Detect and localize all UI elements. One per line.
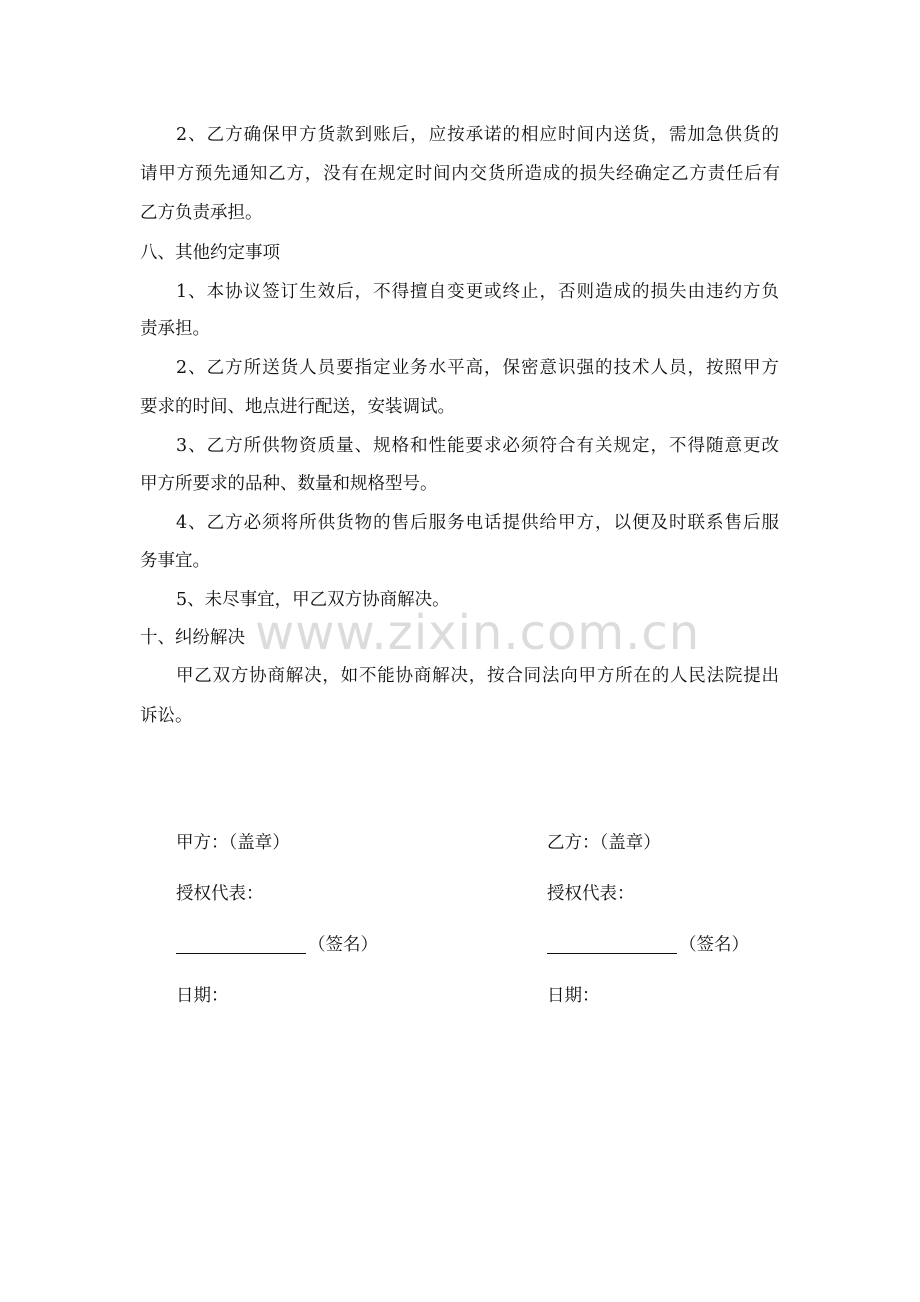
clause-10-line-2: 诉讼。 [140,706,193,726]
clause-8-1-line-1: 1、本协议签订生效后，不得擅自变更或终止，否则造成的损失由违约方负 [176,282,779,302]
clause-8-1-line-2: 责承担。 [140,319,210,339]
clause-8-4-line-1: 4、乙方必须将所供货物的售后服务电话提供给甲方，以便及时联系售后服 [176,513,779,533]
clause-8-2-line-1: 2、乙方所送货人员要指定业务水平高，保密意识强的技术人员，按照甲方 [176,358,779,378]
party-b-signature-line [547,952,677,954]
party-a-seal-label: 甲方：（盖章） [176,833,290,853]
party-a-date-label: 日期： [176,986,229,1006]
party-a-rep-label: 授权代表： [176,884,264,904]
party-a-signature-line [176,952,306,954]
clause-8-3-line-1: 3、乙方所供物资质量、规格和性能要求必须符合有关规定，不得随意更改 [176,436,779,456]
party-b-rep-label: 授权代表： [547,884,635,904]
clause-8-5-line-1: 5、未尽事宜，甲乙双方协商解决。 [176,590,450,610]
party-b-date-label: 日期： [547,986,600,1006]
watermark: www.zixin.com.cn [255,605,701,661]
clause-10-line-1: 甲乙双方协商解决，如不能协商解决，按合同法向甲方所在的人民法院提出 [176,666,779,686]
party-b-sign-label: （签名） [679,935,749,955]
party-b-seal-label: 乙方：（盖章） [547,833,661,853]
clause-7-2-line-1: 2、乙方确保甲方货款到账后，应按承诺的相应时间内送货，需加急供货的 [176,125,779,145]
clause-8-2-line-2: 要求的时间、地点进行配送，安装调试。 [140,397,455,417]
clause-7-2-line-3: 乙方负责承担。 [140,203,263,223]
clause-8-3-line-2: 甲方所要求的品种、数量和规格型号。 [140,474,438,494]
section-10-heading: 十、纠纷解决 [140,628,245,648]
section-8-heading: 八、其他约定事项 [140,243,280,263]
clause-7-2-line-2: 请甲方预先通知乙方，没有在规定时间内交货所造成的损失经确定乙方责任后有 [140,164,780,184]
party-a-sign-label: （签名） [308,935,378,955]
clause-8-4-line-2: 务事宜。 [140,551,210,571]
